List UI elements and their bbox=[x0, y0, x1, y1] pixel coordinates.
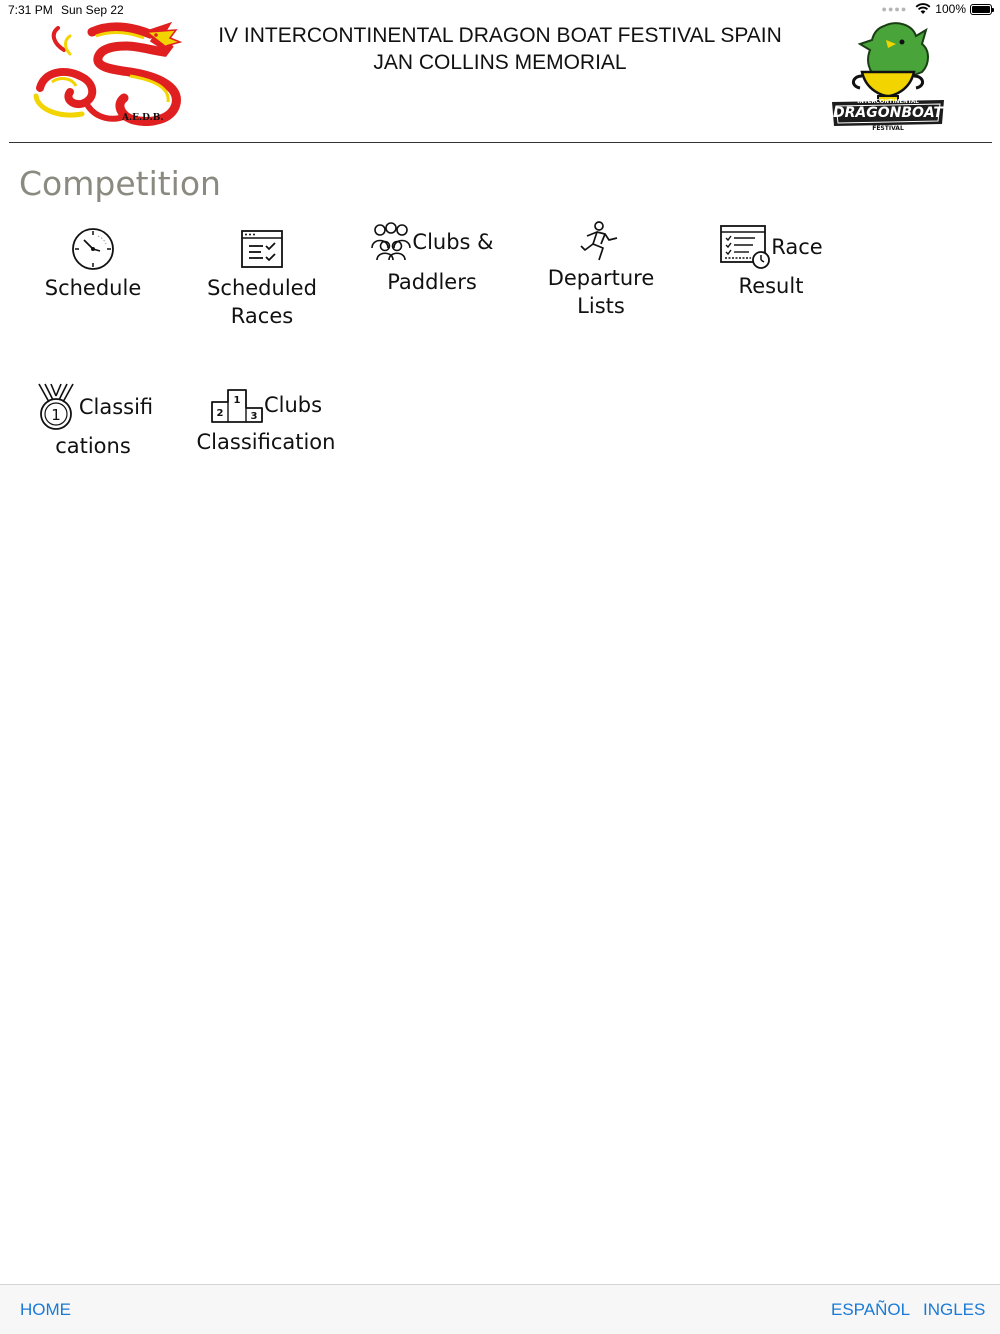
logo-text-main: DRAGONBOAT bbox=[833, 105, 943, 121]
result-board-icon bbox=[719, 224, 771, 270]
svg-text:1: 1 bbox=[51, 406, 61, 424]
classifications-label-2: cations bbox=[55, 434, 131, 458]
aedb-logo-text: A.E.D.B. bbox=[122, 113, 164, 123]
section-title: Competition bbox=[19, 164, 221, 203]
race-result-button[interactable] bbox=[686, 224, 856, 300]
departure-lists-label-2: Lists bbox=[577, 294, 625, 318]
clubs-classification-label-2: Classification bbox=[196, 430, 336, 454]
status-bar bbox=[0, 0, 1000, 20]
race-result-label-1: Race bbox=[771, 235, 823, 259]
svg-text:1: 1 bbox=[233, 395, 241, 406]
status-date: Sun Sep 22 bbox=[61, 3, 124, 17]
app-title bbox=[200, 22, 800, 76]
clock-icon bbox=[70, 226, 116, 272]
schedule-label: Schedule bbox=[44, 276, 142, 300]
schedule-button[interactable] bbox=[8, 226, 178, 302]
clubs-paddlers-button[interactable] bbox=[347, 222, 517, 296]
dragonboat-festival-logo bbox=[826, 20, 950, 132]
calendar-check-icon bbox=[239, 226, 285, 272]
logo-text-bottom: FESTIVAL bbox=[872, 125, 904, 132]
title-line-1: IV INTERCONTINENTAL DRAGON BOAT FESTIVAL SPAIN bbox=[218, 24, 782, 47]
podium-icon bbox=[210, 386, 264, 424]
group-icon bbox=[370, 222, 412, 262]
classifications-button[interactable] bbox=[8, 382, 178, 460]
classifications-label-1: Classifi bbox=[78, 395, 154, 419]
wifi-icon bbox=[915, 3, 931, 15]
runner-icon bbox=[579, 220, 623, 264]
clubs-classification-label-1: Clubs bbox=[263, 393, 323, 417]
status-indicators bbox=[882, 2, 992, 16]
home-link[interactable]: HOME bbox=[20, 1300, 71, 1319]
header-divider bbox=[9, 142, 992, 143]
battery-percent: 100% bbox=[935, 2, 966, 16]
cellular-signal-icon: ●●●● bbox=[881, 4, 908, 14]
aedb-dragon-logo bbox=[30, 20, 186, 126]
departure-lists-button[interactable] bbox=[516, 220, 686, 320]
battery-icon bbox=[970, 4, 992, 15]
clubs-paddlers-label-2: Paddlers bbox=[387, 270, 477, 294]
departure-lists-label-1: Departure bbox=[547, 266, 655, 290]
svg-text:3: 3 bbox=[250, 411, 258, 422]
scheduled-races-label-2: Races bbox=[230, 304, 294, 328]
spanish-language-link[interactable]: ESPAÑOL bbox=[831, 1300, 911, 1319]
svg-text:2: 2 bbox=[216, 408, 224, 419]
english-language-link[interactable]: INGLES bbox=[923, 1300, 986, 1319]
bottom-tab-bar bbox=[0, 1284, 1000, 1334]
scheduled-races-button[interactable] bbox=[177, 226, 347, 330]
status-time: 7:31 PM bbox=[8, 3, 53, 17]
title-line-2: JAN COLLINS MEMORIAL bbox=[373, 51, 627, 74]
header bbox=[0, 18, 1000, 142]
clubs-paddlers-label-1: Clubs & bbox=[412, 230, 494, 254]
logo-text-top: INTERCONTINENTAL bbox=[857, 99, 919, 105]
clubs-classification-button[interactable] bbox=[182, 386, 350, 456]
scheduled-races-label-1: Scheduled bbox=[207, 276, 317, 300]
medal-icon bbox=[33, 382, 79, 432]
race-result-label-2: Result bbox=[738, 274, 804, 298]
